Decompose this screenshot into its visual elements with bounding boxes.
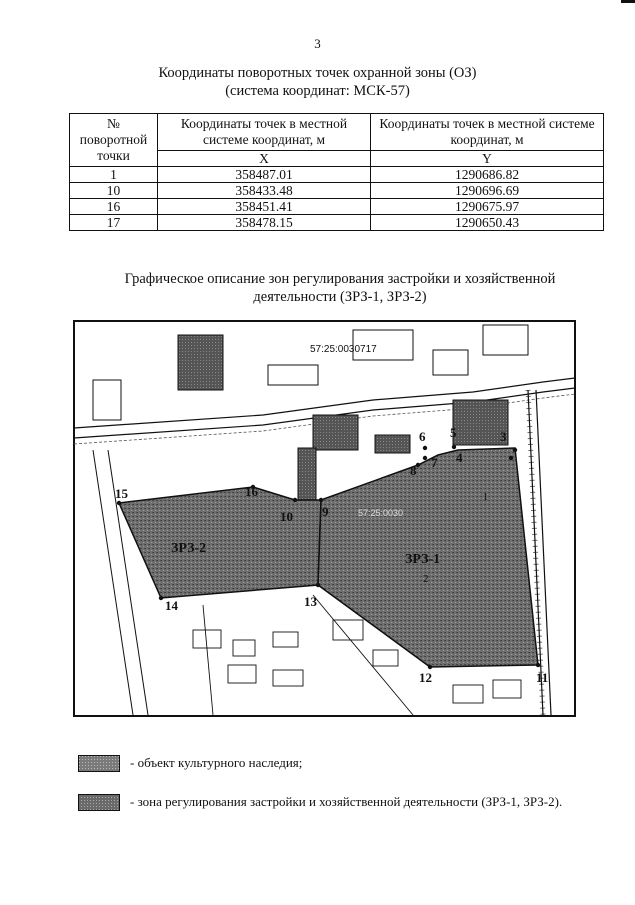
point-label-12: 12 [419,670,432,685]
point-label-5: 5 [450,425,457,440]
subtitle-line-2: деятельности (ЗРЗ-1, ЗРЗ-2) [253,289,427,305]
cell-y: 1290650.43 [371,215,604,231]
point-label-11: 11 [536,670,549,685]
cell-n: 1 [70,167,158,183]
cadastral-label-mid: 57:25:0030 [358,508,404,518]
point-label-16: 16 [245,484,258,499]
point-label-14: 14 [165,598,178,613]
point-label-6: 6 [419,429,426,444]
coordinates-table [69,113,604,231]
cell-y: 1290696.69 [371,183,604,199]
corner-mark [621,0,635,3]
point-label-2: 2 [423,573,429,585]
zone-label-zrz-1: ЗРЗ-1 [405,552,441,567]
subtitle-line-1: Графическое описание зон регулирования застройки и хозяйственной [124,271,556,287]
header-y: Координаты точек в местной системе координат, м [371,114,604,151]
graphic-description-title [0,270,635,306]
legend-zone-text: - зона регулирования застройки и хозяйственной деятельности (ЗРЗ-1, ЗРЗ-2). [130,794,563,809]
cell-x: 358478.15 [158,215,371,231]
header-point-number: № поворотной точки [70,114,158,167]
zone-label-zrz-2: ЗРЗ-2 [171,541,207,556]
point-label-4: 4 [456,450,463,465]
cell-y: 1290675.97 [371,199,604,215]
table-row [70,215,604,231]
table-row [70,167,604,183]
point-label-9: 9 [322,504,329,519]
cadastral-label-top: 57:25:0030717 [310,344,377,355]
point-label-8: 8 [410,463,417,478]
cell-y: 1290686.82 [371,167,604,183]
subheader-x: X [158,151,371,167]
subheader-y: Y [371,151,604,167]
cell-n: 17 [70,215,158,231]
point-label-1: 1 [483,492,488,503]
title-line-1: Координаты поворотных точек охранной зоны (ОЗ) [158,65,477,81]
cell-n: 10 [70,183,158,199]
cell-n: 16 [70,199,158,215]
cell-x: 358451.41 [158,199,371,215]
table-row [70,183,604,199]
table-header-row [70,114,604,151]
point-label-10: 10 [280,509,293,524]
cell-x: 358433.48 [158,183,371,199]
table-row [70,199,604,215]
header-x: Координаты точек в местной системе координат, м [158,114,371,151]
point-label-15: 15 [115,486,128,501]
legend-heritage [78,753,302,773]
legend-swatch-zone [78,794,120,811]
title-line-2: (система координат: МСК-57) [225,83,410,99]
cell-x: 358487.01 [158,167,371,183]
legend-zone [78,792,562,812]
point-label-3: 3 [500,429,507,444]
coordinates-title [0,64,635,100]
legend-swatch-heritage [78,755,120,772]
zone-map [73,320,576,717]
point-label-13: 13 [304,594,317,609]
point-label-7: 7 [431,455,438,470]
page-number: 3 [314,36,321,51]
legend-heritage-text: - объект культурного наследия; [130,755,303,770]
